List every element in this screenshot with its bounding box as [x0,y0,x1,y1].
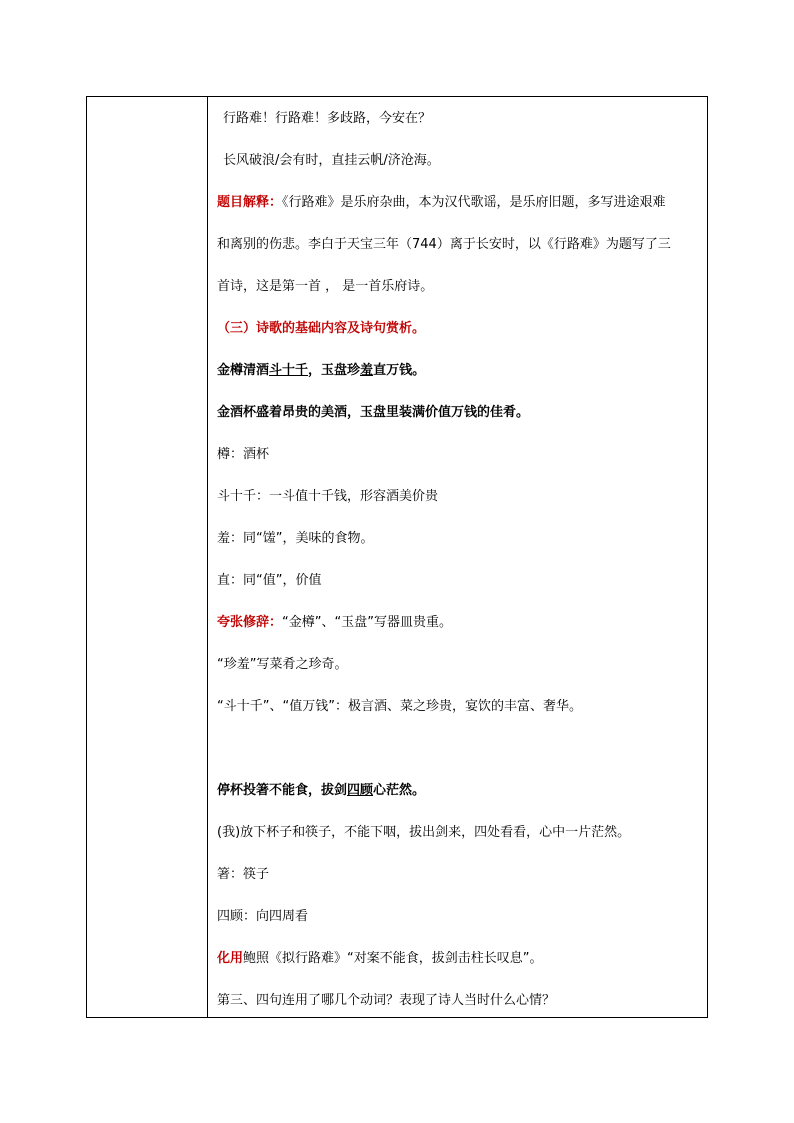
verse-1-part-e: 直万钱。 [373,363,426,378]
allusion-label: 化用 [217,951,244,966]
title-explanation-text: 《行路难》是乐府杂曲，本为汉代歌谣，是乐府旧题，多写进途艰难 [282,195,666,210]
verse-2-underlined: 四顾 [347,783,374,798]
poem-line-1: 行路难！行路难！多歧路，今安在？ [223,111,432,126]
allusion-line [217,949,701,969]
verse-2-part-c: 心茫然。 [373,783,426,798]
verse-2-translation: (我)放下杯子和筷子，不能下咽，拔出剑来，四处看看，心中一片茫然。 [217,825,631,840]
verse-1-part-a: 金樽清酒 [217,363,270,378]
section-heading: （三）诗歌的基础内容及诗句赏析。 [217,321,426,336]
explanation-line-3: 首诗，这是第一首 ， 是一首乐府诗。 [217,279,434,294]
hyperbole-line [217,613,701,633]
note-zhu: 箸：筷子 [217,867,270,882]
question-line: 第三、四句连用了哪几个动词？表现了诗人当时什么心情？ [217,993,556,1008]
note-zun: 樽：酒杯 [217,447,270,462]
column-divider [207,97,208,1017]
poem-line-2: 长风破浪/会有时，直挂云帆/济沧海。 [223,153,440,168]
verse-line-2 [217,781,701,801]
verse-1-underlined-a: 斗十千 [269,363,309,378]
verse-line-1 [217,361,701,381]
title-explanation-line [217,193,701,213]
title-explanation-label: 题目解释： [217,195,283,210]
note-sigu: 四顾：向四周看 [217,909,309,924]
note-xiu: 羞：同“馐”，美味的食物。 [217,531,374,546]
explanation-line-2: 和离别的伤悲。李白于天宝三年（744）离于长安时，以《行路难》为题写了三 [217,237,671,252]
allusion-text: 鲍照《拟行路难》“对案不能食，拔剑击柱长叹息”。 [243,951,543,966]
verse-2-part-a: 停杯投箸不能食，拔剑 [217,783,348,798]
hyperbole-label: 夸张修辞： [217,615,283,630]
hyperbole-line-3: “斗十千”、“值万钱”：极言酒、菜之珍贵，宴饮的丰富、奢华。 [217,699,582,714]
verse-1-part-c: ，玉盘珍 [308,363,361,378]
verse-1-underlined-b: 羞 [360,363,374,378]
document-table [86,96,708,1018]
hyperbole-line-2: “珍羞”写菜肴之珍奇。 [217,657,348,672]
hyperbole-text: “金樽”、“玉盘”写器皿贵重。 [282,615,452,630]
note-zhi: 直：同“值”，价值 [217,573,322,588]
verse-1-translation: 金酒杯盛着昂贵的美酒，玉盘里装满价值万钱的佳肴。 [217,405,530,420]
note-doushiqian: 斗十千：一斗值十千钱，形容酒美价贵 [217,489,439,504]
